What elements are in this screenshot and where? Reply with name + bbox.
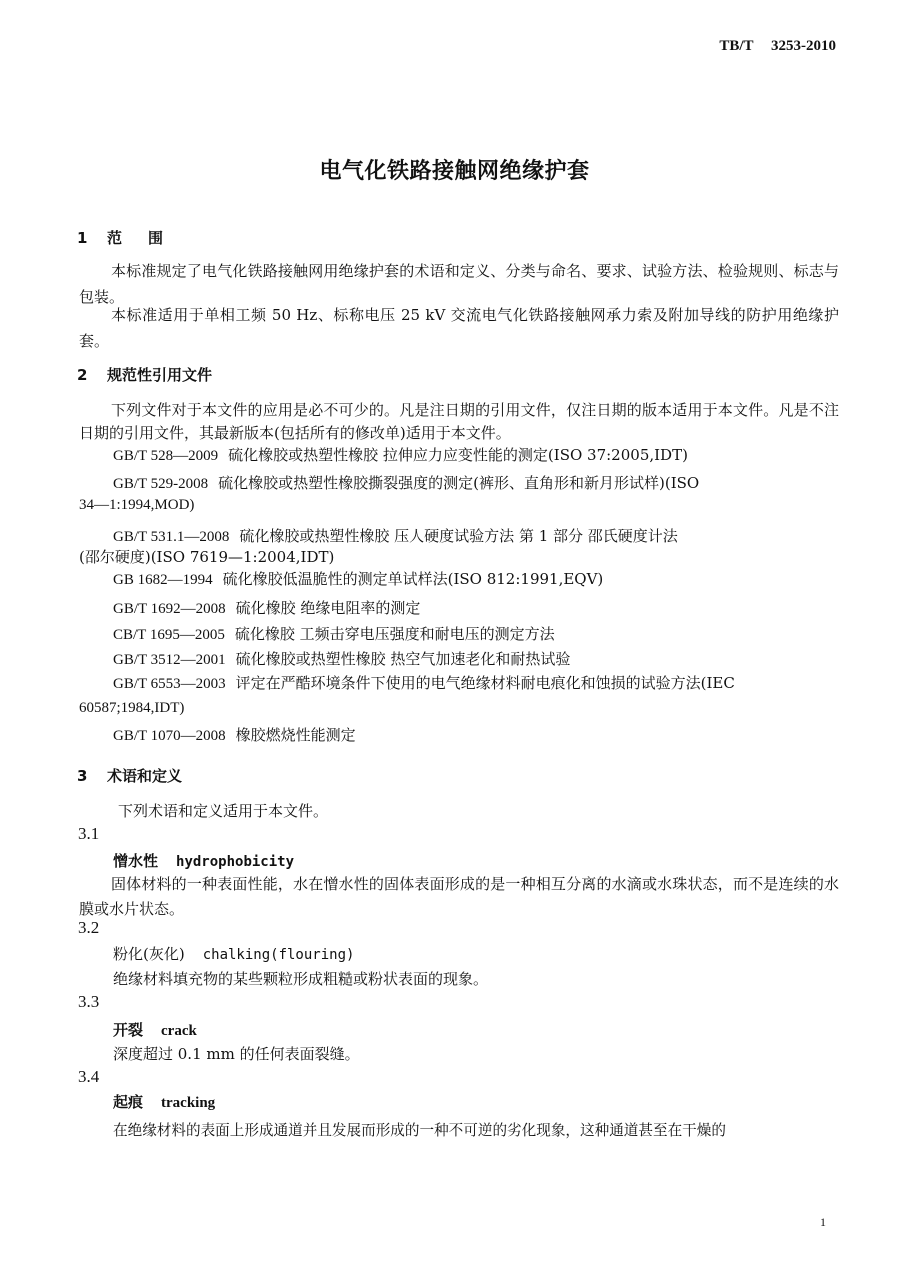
term-definition: 在绝缘材料的表面上形成通道并且发展而形成的一种不可逆的劣化现象，这种通道甚至在干燥的 [113,1122,726,1139]
section-number: 1 [77,229,88,247]
term-chinese: 开裂 [113,1021,144,1039]
reference-title: 橡胶燃烧性能测定 [235,726,356,744]
section-title: 术语和定义 [107,767,183,785]
reference-title: 硫化橡胶或热塑性橡胶 拉伸应力应变性能的测定(ISO 37:2005,IDT) [228,446,688,464]
reference-code: GB 1682—1994 [113,572,213,588]
section-2-heading [77,364,212,385]
reference-code: GB/T 528—2009 [113,448,219,464]
section-3-heading [77,765,182,786]
term-number: 3.1 [78,824,100,843]
term-entry [113,943,354,964]
reference-title: 评定在严酷环境条件下使用的电气绝缘材料耐电痕化和蚀损的试验方法(IEC [235,674,735,692]
reference-title: 硫化橡胶或热塑性橡胶撕裂强度的测定(裤形、直角形和新月形试样)(ISO [218,474,700,492]
reference-code: GB/T 3512—2001 [113,652,226,668]
section-title: 规范性引用文件 [107,366,213,384]
page-title: 电气化铁路接触网绝缘护套 [319,159,590,184]
term-entry [113,1091,215,1112]
term-number: 3.3 [78,992,100,1011]
reference-title: 硫化橡胶 绝缘电阻率的测定 [235,599,421,617]
reference-continuation: 60587;1984,IDT) [79,700,185,716]
reference-item [113,623,555,644]
reference-code: GB/T 1692—2008 [113,601,226,617]
reference-title: 硫化橡胶低温脆性的测定单试样法(ISO 812:1991,EQV) [222,570,604,588]
section-title: 范围 [107,229,190,247]
term-english: hydrophobicity [176,854,295,870]
term-definition: 固体材料的一种表面性能，水在憎水性的固体表面形成的是一种相互分离的水滴或水珠状态，而不是连续的水膜或水片状态。 [79,875,839,918]
section-1-paragraph-2: 本标准适用于单相工频 50 Hz、标称电压 25 kV 交流电气化铁路接触网承力索及附加导线的防护用绝缘护套。 [79,306,839,350]
reference-code: GB/T 531.1—2008 [113,529,230,545]
term-definition: 深度超过 0.1 mm 的任何表面裂缝。 [113,1045,360,1063]
page-number: 1 [820,1215,826,1229]
reference-item [113,472,699,493]
standard-number: TB/T 3253-2010 [719,38,836,54]
section-2-intro: 下列文件对于本文件的应用是必不可少的。凡是注日期的引用文件，仅注日期的版本适用于本文件。凡是不注日期的引用文件，其最新版本(包括所有的修改单)适用于本文件。 [79,401,839,442]
reference-item [113,724,356,745]
reference-title: 硫化橡胶 工频击穿电压强度和耐电压的测定方法 [234,625,555,643]
reference-code: GB/T 529-2008 [113,476,209,492]
term-english: crack [161,1023,197,1039]
reference-item [113,648,570,669]
section-1-paragraph-1: 本标准规定了电气化铁路接触网用绝缘护套的术语和定义、分类与命名、要求、试验方法、检验规则、标志与包装。 [79,262,839,306]
reference-item [113,525,678,546]
term-chinese: 粉化(灰化) [113,945,185,963]
reference-code: CB/T 1695—2005 [113,627,225,643]
reference-code: GB/T 6553—2003 [113,676,226,692]
term-number: 3.2 [78,918,100,937]
reference-item [113,568,603,589]
term-entry [113,1019,197,1040]
term-definition: 绝缘材料填充物的某些颗粒形成粗糙或粉状表面的现象。 [113,970,489,988]
term-english: chalking(flouring) [202,947,355,963]
reference-item [113,672,735,693]
term-english: tracking [161,1095,216,1111]
section-3-intro: 下列术语和定义适用于本文件。 [118,802,329,820]
reference-item [113,597,420,618]
section-1-heading [77,227,189,248]
reference-item [113,444,688,465]
reference-title: 硫化橡胶或热塑性橡胶 压人硬度试验方法 第 1 部分 邵氏硬度计法 [239,527,678,545]
section-number: 3 [77,767,88,785]
reference-continuation: 34—1:1994,MOD) [79,497,195,513]
reference-code: GB/T 1070—2008 [113,728,226,744]
reference-continuation: (邵尔硬度)(ISO 7619—1:2004,IDT) [79,548,335,566]
term-entry [113,850,294,871]
term-number: 3.4 [78,1067,100,1086]
section-number: 2 [77,366,88,384]
term-chinese: 起痕 [113,1093,144,1111]
term-chinese: 憎水性 [113,852,159,870]
reference-title: 硫化橡胶或热塑性橡胶 热空气加速老化和耐热试验 [235,650,571,668]
